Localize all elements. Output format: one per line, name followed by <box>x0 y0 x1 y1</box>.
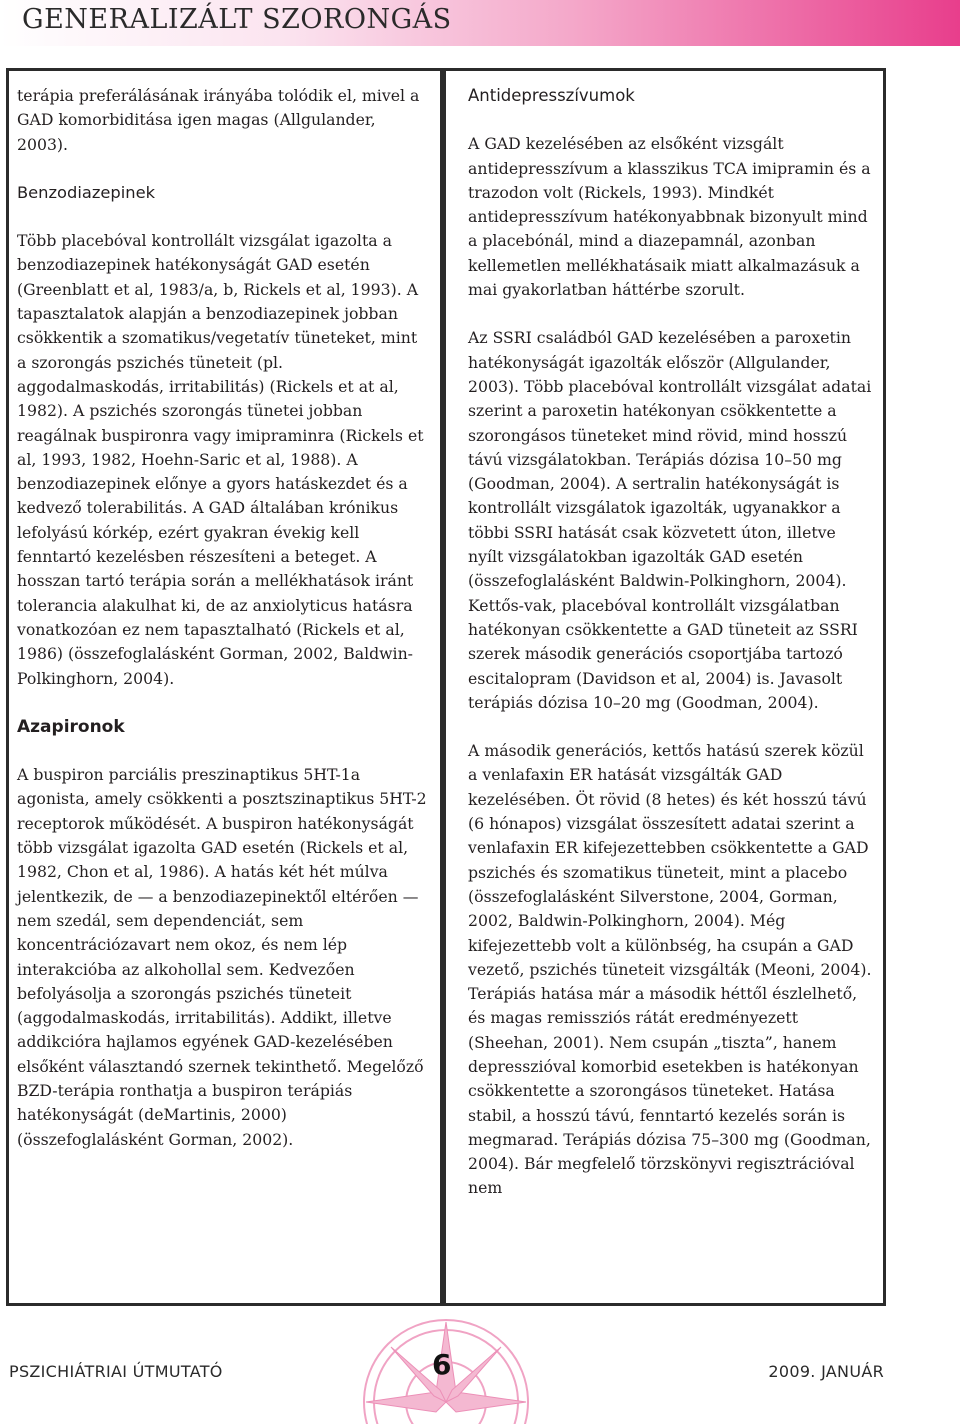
section-heading-benzodiazepinek: Benzodiazepinek <box>17 182 156 202</box>
section-heading-azapironok: Azapironok <box>17 716 125 737</box>
footer-date: 2009. JANUÁR <box>768 1362 884 1381</box>
footer-publication-name: PSZICHIÁTRIAI ÚTMUTATÓ <box>9 1362 223 1381</box>
column-divider <box>440 68 446 1306</box>
tca-paragraph: A GAD kezelésében az elsőként vizsgált antidepresszívum a klasszikus TCA imipramin és a trazodon volt (Rickels, 1993). Mindkét antidepresszívum hatékonyabbnak bizonyult mind a placebónál, mind a diazepamnál, azonban kellemetlen mellékhatásaik miatt alkalmazásuk a mai gyakorlatban háttérbe szorult. <box>468 134 871 300</box>
section-heading-antidepresszivumok: Antidepresszívumok <box>468 86 635 105</box>
intro-paragraph: terápia preferálásának irányába tolódik el, mivel a GAD komorbiditása igen magas (Allgulander, 2003). <box>17 86 420 154</box>
left-column <box>17 84 429 1152</box>
venlafaxin-paragraph: A második generációs, kettős hatású szerek közül a venlafaxin ER hatását vizsgálták GAD kezelésében. Öt rövid (8 hetes) és két hosszú távú (6 hónapos) vizsgálat összesített adatai szerint a venlafaxin ER kifejezettebben csökkentette a GAD pszichés és szomatikus tüneteit, mint a placebo (összefoglalásként Silverstone, 2004, Gorman, 2002, Baldwin-Polkinghorn, 2004). Még kifejezettebb volt a különbség, ha csupán a GAD vezető, pszichés tüneteit vizsgálták (Meoni, 2004). Terápiás hatása már a második héttől észlelhető, és magas remissziós rátát eredményezett (Sheehan, 2001). Nem csupán „tiszta”, hanem depresszióval komorbid esetekben is hatékonyan csökkentette a szorongásos tüneteket. Hatása stabil, a hosszú távú, fenntartó kezelés során is megmarad. Terápiás dózisa 75–300 mg (Goodman, 2004). Bár megfelelő törzskönyvi regisztrációval nem <box>468 741 872 1198</box>
azapironok-paragraph: A buspiron parciális preszinaptikus 5HT-1a agonista, amely csökkenti a posztszinaptikus 5HT-2 receptorok működését. A buspiron hatékonyságát több vizsgálat igazolta GAD esetén (Rickels et al, 1982, Chon et al, 1986). A hatás két hét múlva jelentkezik, de — a benzodiazepinektől eltérően — nem szedál, sem dependenciát, sem koncentrációzavart nem okoz, és nem lép interakcióba az alkohollal sem. Kedvezően befolyásolja a szorongás pszichés tüneteit (aggodalmaskodás, irritabilitás). Addikt, illetve addikcióra hajlamos egyének GAD-kezelésében elsőként választandó szernek tekinthető. Megelőző BZD-terápia ronthatja a buspiron terápiás hatékonyságát (deMartinis, 2000) (összefoglalásként Gorman, 2002). <box>17 765 427 1149</box>
right-column <box>468 84 876 1201</box>
page-number: 6 <box>432 1348 452 1381</box>
ssri-paragraph: Az SSRI családból GAD kezelésében a paroxetin hatékonyságát igazolták először (Allgulander, 2003). Több placebóval kontrollált vizsgálat adatai szerint a paroxetin hatékonyan csökkentette a szorongásos tüneteket mind rövid, mind hosszú távú vizsgálatokban. Terápiás dózisa 10–50 mg (Goodman, 2004). A sertralin hatékonyságát is kontrollált vizsgálatok igazolták, ugyanakkor a többi SSRI hatását csak közvetett úton, illetve nyílt vizsgálatokban igazolták GAD esetén (összefoglalásként Baldwin-Polkinghorn, 2004). Kettős-vak, placebóval kontrollált vizsgálatban hatékonyan csökkentette a GAD tüneteit az SSRI szerek második generációs csoportjába tartozó escitalopram (Davidson et al, 2004) is. Javasolt terápiás dózisa 10–20 mg (Goodman, 2004). <box>468 328 872 712</box>
benzodiazepinek-paragraph: Több placebóval kontrollált vizsgálat igazolta a benzodiazepinek hatékonyságát GAD esetén (Greenblatt et al, 1983/a, b, Rickels et al, 1993). A tapasztalatok alapján a benzodiazepinek jobban csökkentik a szomatikus/vegetatív tüneteket, mint a szorongás pszichés tüneteit (pl. aggodalmaskodás, irritabilitás) (Rickels et at al, 1982). A pszichés szorongás tünetei jobban reagálnak buspironra vagy imipraminra (Rickels et al, 1993, 1982, Hoehn-Saric et al, 1988). A benzodiazepinek előnye a gyors hatáskezdet és a kedvező tolerabilitás. A GAD általában krónikus lefolyású kórkép, ezért gyakran évekig kell fenntartó kezelésben részesíteni a beteget. A hosszan tartó terápia során a mellékhatások iránt tolerancia alakulhat ki, de az anxiolyticus hatásra vonatkozóan ez nem tapasztalható (Rickels et al, 1986) (összefoglalásként Gorman, 2002, Baldwin-Polkinghorn, 2004). <box>17 231 424 688</box>
page-title: GENERALIZÁLT SZORONGÁS <box>22 4 452 35</box>
